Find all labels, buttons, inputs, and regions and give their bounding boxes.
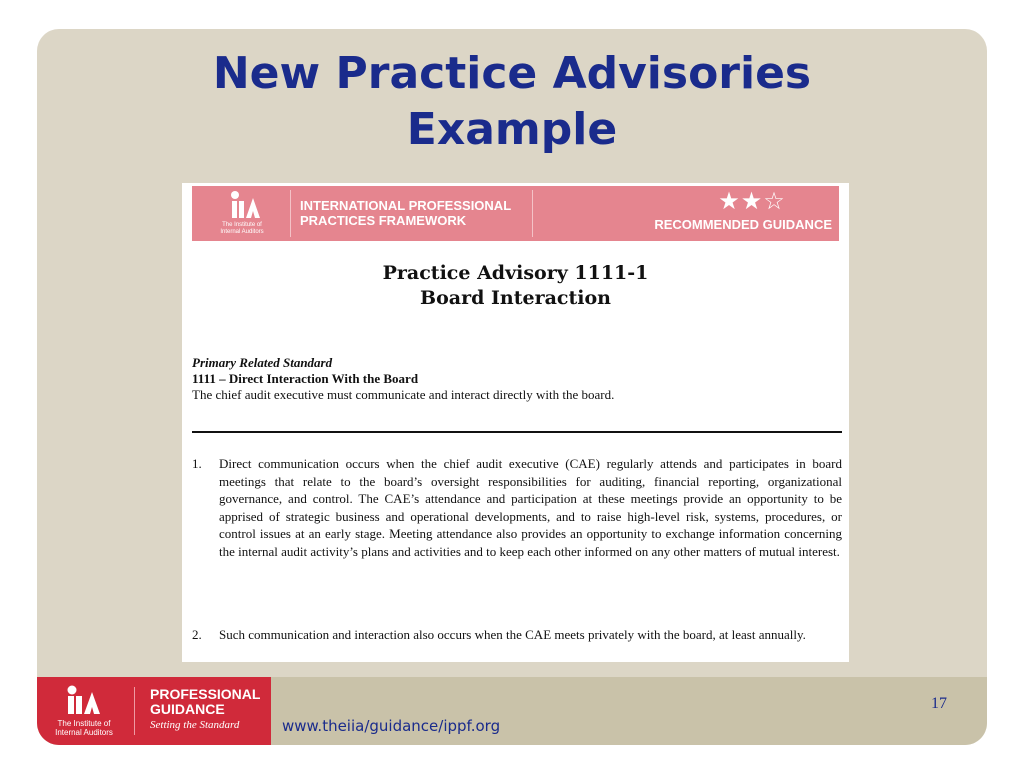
section-divider [192,431,842,433]
standard-title: 1111 – Direct Interaction With the Board [192,371,419,386]
iia-logo-icon [63,685,101,715]
banner-divider [290,190,291,237]
slide-title-line1: New Practice Advisories [212,48,812,99]
iia-logo-icon [227,190,261,220]
professional-guidance-label [150,687,260,717]
primary-standard-label: Primary Related Standard [192,355,333,370]
document-image [182,183,849,662]
rating-stars-icon: ★★☆ [718,187,786,215]
advisory-title-line2: Board Interaction [420,287,611,309]
professional-guidance-line1: PROFESSIONAL [150,686,261,702]
professional-guidance-line2: GUIDANCE [150,701,225,717]
banner-logo-caption-line1: The Institute of [222,222,262,228]
slide-title-line2: Example [406,104,618,155]
paragraph-text: Direct communication occurs when the chief audit executive (CAE) regularly attends and participates in board meetings that relate to the board’s oversight responsibilities for auditing, financial reporting, organizational governance, and control. The CAE’s attendance and participation at these meetings provide an opportunity to be apprised of strategic business and operational developments, and to raise high-level risk, systems, procedures, or control issues at an early stage. Meeting attendance also provides an opportunity to exchange information concerning the internal audit activity’s plans and activities and to keep each other informed on any other matters of mutual interest. [219,456,842,559]
footer-logo-block [37,677,271,745]
framework-label [300,198,530,228]
advisory-title [182,261,849,311]
banner-divider-2 [532,190,533,237]
footer-url: www.theiia/guidance/ippf.org [282,717,501,735]
recommended-guidance-label: RECOMMENDED GUIDANCE [654,217,832,232]
ippf-banner [192,186,839,241]
tagline: Setting the Standard [150,719,240,731]
banner-logo [206,190,278,236]
advisory-title-line1: Practice Advisory 1111-1 [382,262,649,284]
primary-standard-block [192,355,842,403]
framework-label-line1: INTERNATIONAL PROFESSIONAL [300,198,512,213]
slide-title [37,46,987,158]
banner-logo-caption-line2: Internal Auditors [220,229,264,235]
footer-logo-caption-line1: The Institute of [57,719,111,728]
paragraph-2 [192,626,842,644]
footer-divider [134,687,135,735]
slide [37,29,987,745]
framework-label-line2: PRACTICES FRAMEWORK [300,213,467,228]
footer-logo-caption-line2: Internal Auditors [55,728,113,737]
paragraph-text: Such communication and interaction also occurs when the CAE meets privately with the board, at least annually. [219,627,806,642]
paragraph-1 [192,455,842,560]
paragraph-number: 2. [192,627,202,642]
paragraph-number: 1. [192,456,202,471]
banner-logo-caption [206,222,278,236]
standard-text: The chief audit executive must communicate and interact directly with the board. [192,387,615,402]
footer-logo-caption [49,719,119,737]
slide-number: 17 [931,695,947,712]
